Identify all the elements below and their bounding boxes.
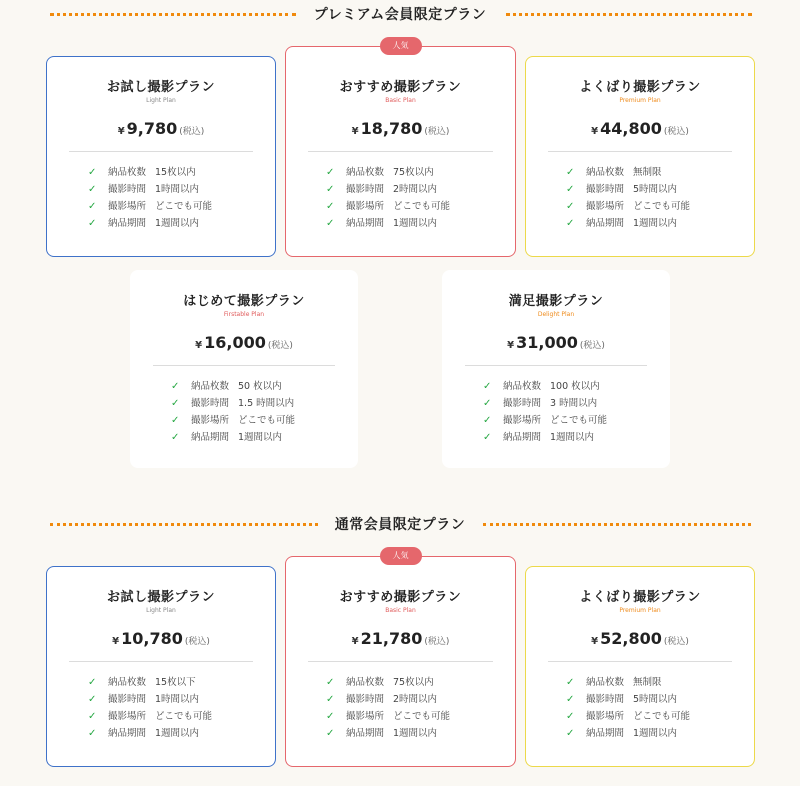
plan-price (443, 333, 669, 352)
checkmark-icon: ✓ (326, 201, 335, 212)
feature-item: ✓ 納品期間 1週間以内 (566, 725, 754, 742)
regular-section-heading (0, 510, 800, 538)
plan-subtitle: Light Plan (146, 97, 176, 104)
checkmark-icon: ✓ (566, 677, 575, 688)
card-divider (69, 661, 253, 662)
checkmark-icon: ✓ (88, 167, 97, 178)
tax-note: (税込) (184, 637, 210, 647)
tax-note: (税込) (424, 127, 450, 137)
plan-subtitle: Premium Plan (619, 607, 661, 614)
checkmark-icon: ✓ (566, 218, 575, 229)
feature-list (47, 674, 275, 742)
card-divider (465, 365, 647, 366)
checkmark-icon: ✓ (566, 728, 575, 739)
price-amount: 21,780 (360, 629, 423, 648)
feature-item: ✓ 納品枚数 50 枚以内 (171, 378, 357, 395)
checkmark-icon: ✓ (326, 728, 335, 739)
checkmark-icon: ✓ (483, 415, 492, 426)
feature-list (131, 378, 357, 446)
yen-symbol: ¥ (591, 126, 599, 137)
feature-item: ✓ 納品期間 1週間以内 (326, 215, 515, 232)
feature-item: ✓ 撮影時間 2時間以内 (326, 181, 515, 198)
feature-item: ✓ 納品枚数 無制限 (566, 164, 754, 181)
feature-list (286, 164, 515, 232)
regular-plan-card-light (46, 566, 276, 767)
price-amount: 18,780 (360, 119, 423, 138)
plan-card-delight (442, 270, 670, 468)
plan-subtitle: Basic Plan (385, 97, 416, 104)
feature-item: ✓ 納品期間 1週間以内 (88, 215, 275, 232)
popular-badge: 人気 (380, 547, 422, 565)
feature-item: ✓ 納品期間 1週間以内 (566, 215, 754, 232)
checkmark-icon: ✓ (326, 711, 335, 722)
feature-item: ✓ 納品期間 1週間以内 (483, 429, 669, 446)
plan-card-light (46, 56, 276, 257)
feature-item: ✓ 納品期間 1週間以内 (326, 725, 515, 742)
regular-plan-card-premium (525, 566, 755, 767)
checkmark-icon: ✓ (88, 218, 97, 229)
feature-item: ✓ 納品枚数 75枚以内 (326, 674, 515, 691)
tax-note: (税込) (579, 341, 605, 351)
yen-symbol: ¥ (351, 636, 359, 647)
plan-price (526, 119, 754, 138)
feature-item: ✓ 撮影場所 どこでも可能 (566, 708, 754, 725)
plan-price (526, 629, 754, 648)
plan-name: 満足撮影プラン (508, 294, 604, 309)
yen-symbol: ¥ (117, 126, 125, 137)
checkmark-icon: ✓ (326, 218, 335, 229)
tax-note: (税込) (267, 341, 293, 351)
checkmark-icon: ✓ (566, 201, 575, 212)
regular-section-title: 通常会員限定プラン (334, 517, 466, 533)
feature-item: ✓ 納品枚数 15枚以内 (88, 164, 275, 181)
popular-badge: 人気 (380, 37, 422, 55)
checkmark-icon: ✓ (483, 381, 492, 392)
feature-item: ✓ 撮影時間 1.5 時間以内 (171, 395, 357, 412)
card-divider (548, 151, 732, 152)
checkmark-icon: ✓ (326, 167, 335, 178)
price-amount: 16,000 (204, 333, 266, 352)
card-divider (69, 151, 253, 152)
plan-price (47, 629, 275, 648)
checkmark-icon: ✓ (88, 184, 97, 195)
feature-item: ✓ 撮影場所 どこでも可能 (88, 708, 275, 725)
plan-price (286, 119, 515, 138)
tax-note: (税込) (663, 637, 689, 647)
price-amount: 9,780 (126, 119, 178, 138)
feature-list (526, 164, 754, 232)
checkmark-icon: ✓ (326, 184, 335, 195)
plan-name: よくばり撮影プラン (579, 590, 701, 605)
feature-item: ✓ 納品枚数 100 枚以内 (483, 378, 669, 395)
plan-name: お試し撮影プラン (106, 80, 215, 95)
yen-symbol: ¥ (195, 340, 203, 351)
plan-name: おすすめ撮影プラン (339, 590, 462, 605)
feature-list (286, 674, 515, 742)
feature-item: ✓ 撮影場所 どこでも可能 (326, 198, 515, 215)
checkmark-icon: ✓ (171, 415, 180, 426)
checkmark-icon: ✓ (566, 694, 575, 705)
checkmark-icon: ✓ (88, 677, 97, 688)
premium-section-title: プレミアム会員限定プラン (313, 7, 487, 23)
price-amount: 52,800 (600, 629, 662, 648)
feature-item: ✓ 撮影場所 どこでも可能 (566, 198, 754, 215)
feature-item: ✓ 撮影場所 どこでも可能 (326, 708, 515, 725)
plan-card-premium (525, 56, 755, 257)
checkmark-icon: ✓ (483, 432, 492, 443)
feature-item: ✓ 撮影時間 1時間以内 (88, 691, 275, 708)
tax-note: (税込) (663, 127, 689, 137)
feature-item: ✓ 納品枚数 15枚以下 (88, 674, 275, 691)
checkmark-icon: ✓ (88, 728, 97, 739)
price-amount: 31,000 (516, 333, 578, 352)
tax-note: (税込) (424, 637, 450, 647)
checkmark-icon: ✓ (326, 677, 335, 688)
card-divider (153, 365, 335, 366)
price-amount: 44,800 (600, 119, 662, 138)
feature-item: ✓ 撮影時間 5時間以内 (566, 181, 754, 198)
checkmark-icon: ✓ (483, 398, 492, 409)
plan-card-basic (285, 41, 516, 257)
plan-name: お試し撮影プラン (106, 590, 215, 605)
checkmark-icon: ✓ (88, 694, 97, 705)
plan-subtitle: Basic Plan (385, 607, 416, 614)
plan-price (286, 629, 515, 648)
yen-symbol: ¥ (591, 636, 599, 647)
plan-subtitle: Premium Plan (619, 97, 661, 104)
feature-item: ✓ 撮影場所 どこでも可能 (171, 412, 357, 429)
plan-name: おすすめ撮影プラン (339, 80, 462, 95)
feature-item: ✓ 撮影時間 3 時間以内 (483, 395, 669, 412)
checkmark-icon: ✓ (88, 201, 97, 212)
checkmark-icon: ✓ (171, 398, 180, 409)
plan-subtitle: Light Plan (146, 607, 176, 614)
feature-item: ✓ 撮影時間 5時間以内 (566, 691, 754, 708)
checkmark-icon: ✓ (171, 381, 180, 392)
checkmark-icon: ✓ (88, 711, 97, 722)
yen-symbol: ¥ (507, 340, 515, 351)
plan-price (47, 119, 275, 138)
yen-symbol: ¥ (351, 126, 359, 137)
feature-item: ✓ 撮影時間 1時間以内 (88, 181, 275, 198)
feature-item: ✓ 撮影場所 どこでも可能 (88, 198, 275, 215)
card-divider (308, 151, 493, 152)
card-divider (308, 661, 493, 662)
feature-item: ✓ 撮影場所 どこでも可能 (483, 412, 669, 429)
plan-subtitle: Delight Plan (537, 311, 575, 318)
checkmark-icon: ✓ (326, 694, 335, 705)
plan-name: よくばり撮影プラン (579, 80, 701, 95)
feature-item: ✓ 納品期間 1週間以内 (88, 725, 275, 742)
tax-note: (税込) (179, 127, 205, 137)
checkmark-icon: ✓ (171, 432, 180, 443)
plan-card-firstable (130, 270, 358, 468)
plan-subtitle: Firstable Plan (223, 311, 265, 318)
premium-section-heading (0, 0, 800, 28)
regular-plan-card-basic (285, 551, 516, 767)
card-divider (548, 661, 732, 662)
checkmark-icon: ✓ (566, 167, 575, 178)
checkmark-icon: ✓ (566, 711, 575, 722)
feature-list (443, 378, 669, 446)
feature-item: ✓ 納品枚数 75枚以内 (326, 164, 515, 181)
feature-list (526, 674, 754, 742)
price-amount: 10,780 (121, 629, 183, 648)
plan-name: はじめて撮影プラン (183, 294, 305, 309)
checkmark-icon: ✓ (566, 184, 575, 195)
feature-list (47, 164, 275, 232)
yen-symbol: ¥ (112, 636, 120, 647)
feature-item: ✓ 撮影時間 2時間以内 (326, 691, 515, 708)
feature-item: ✓ 納品枚数 無制限 (566, 674, 754, 691)
feature-item: ✓ 納品期間 1週間以内 (171, 429, 357, 446)
plan-price (131, 333, 357, 352)
